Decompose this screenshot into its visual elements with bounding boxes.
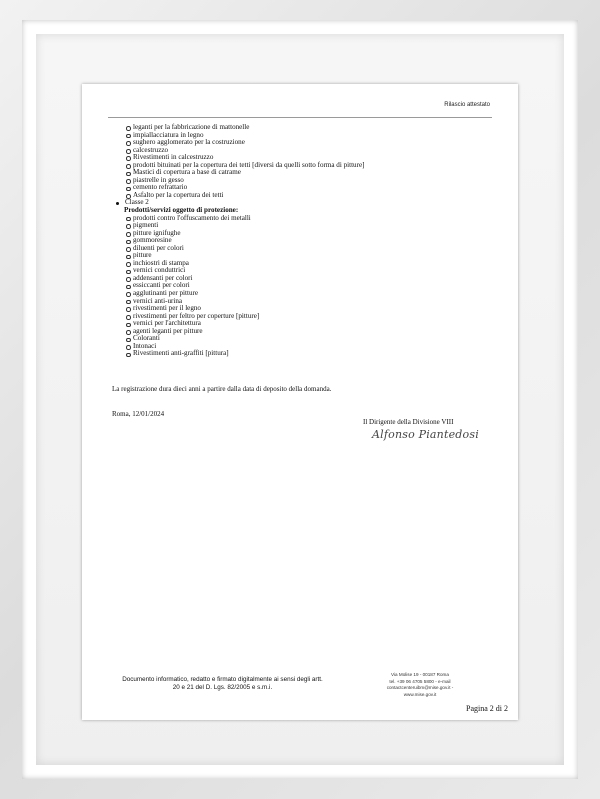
list-item: vernici per l'architettura: [112, 320, 502, 328]
footer-legal-line: 20 e 21 del D. Lgs. 82/2005 e s.m.i.: [172, 684, 273, 691]
document-content: [112, 124, 502, 358]
list-item: Mastici di copertura a base di catrame: [112, 169, 502, 177]
list-item: vernici anti-urina: [112, 298, 502, 306]
list-item: pitture: [112, 252, 502, 260]
list-item: Rivestimenti anti-graffiti [pittura]: [112, 350, 502, 358]
footer-contact: [372, 672, 468, 698]
list-item: Asfalto per la copertura dei tetti: [112, 192, 502, 200]
page-header: Rilascio attestato: [444, 102, 490, 108]
list-item: leganti per la fabbricazione di mattonelle: [112, 124, 502, 132]
list-item: gommoresine: [112, 237, 502, 245]
footer-website: www.mise.gov.it: [403, 691, 437, 697]
document-page: [82, 84, 518, 720]
product-list-a: [112, 124, 502, 199]
footer-legal-note: [110, 676, 335, 692]
list-item: Rivestimenti in calcestruzzo: [112, 154, 502, 162]
list-item: calcestruzzo: [112, 147, 502, 155]
list-item: inchiostri di stampa: [112, 260, 502, 268]
document-date: Roma, 12/01/2024: [112, 410, 165, 418]
list-item: impiallacciatura in legno: [112, 132, 502, 140]
list-item: agenti leganti per pitture: [112, 328, 502, 336]
list-item: essiccanti per colori: [112, 282, 502, 290]
footer-legal-line: Documento informatico, redatto e firmato digitalmente ai sensi degli artt.: [122, 676, 323, 683]
list-item: piastrelle in gesso: [112, 177, 502, 185]
product-list-b: [112, 215, 502, 358]
handwritten-signature: Alfonso Piantedosi: [372, 428, 479, 441]
list-item: prodotti contro l'offuscamento dei metalli: [112, 215, 502, 223]
footer-address: Via Molise 19 - 00187 Roma: [391, 672, 449, 677]
list-item: pigmenti: [112, 222, 502, 230]
list-item: vernici conduttrici: [112, 267, 502, 275]
list-item: Intonaci: [112, 343, 502, 351]
list-item: cemento refrattario: [112, 184, 502, 192]
class-label: Classe 2: [112, 199, 502, 207]
list-item: agglutinanti per pitture: [112, 290, 502, 298]
list-item: pitture ignifughe: [112, 230, 502, 238]
signer-title: Il Dirigente della Divisione VIII: [363, 418, 454, 426]
page-number: Pagina 2 di 2: [466, 704, 508, 713]
list-item: rivestimenti per il legno: [112, 305, 502, 313]
list-item: Coloranti: [112, 335, 502, 343]
class-heading: Prodotti/servizi oggetto di protezione:: [124, 206, 239, 215]
footer-phone: tel. +39 06 4705 5800 - e-mail: [389, 678, 451, 684]
header-divider: [108, 117, 492, 118]
list-item: addensanti per colori: [112, 275, 502, 283]
list-item: prodotti bituinati per la copertura dei tetti [diversi da quelli sotto forma di pitture]: [112, 162, 502, 170]
list-item: diluenti per colori: [112, 245, 502, 253]
footer-email: contactcenteruibm@mise.gov.it -: [386, 685, 454, 691]
list-item: rivestimenti per feltro per coperture [pitture]: [112, 313, 502, 321]
list-item: sughero agglomerato per la costruzione: [112, 139, 502, 147]
registration-note: La registrazione dura dieci anni a partire dalla data di deposito della domanda.: [112, 385, 332, 393]
